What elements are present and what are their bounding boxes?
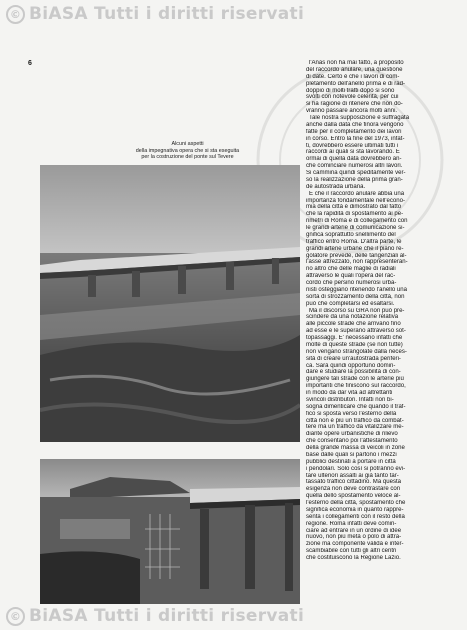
article-line: quella dello spostamento veloce al- xyxy=(306,493,401,500)
article-line: svincoli distributori. Infatti non bi- xyxy=(306,396,394,403)
article-line: alle piccole strade che arrivano fino xyxy=(306,321,401,328)
article-line: importanza fondamentale nell'econo- xyxy=(306,197,405,204)
article-line: importanti che finiscono sul raccordo, xyxy=(306,383,406,390)
article-line: mia della città è dimostrato dal fatto xyxy=(306,204,402,211)
article-line: base dalle quali si partono i mezzi xyxy=(306,451,397,458)
article-line: Si cammina quindi speditamente ver- xyxy=(306,170,406,176)
bridge-photo-top xyxy=(40,165,300,442)
article-line: ciare ad entrare in un ordine di idee xyxy=(306,527,402,534)
article-line: so la realizzazione della prima gran- xyxy=(306,176,403,183)
article-line: sità di creare un'autostrada periferi- xyxy=(306,355,401,362)
article-line: di date. Certo è che i lavori di com- xyxy=(306,73,400,80)
article-line: esigenza non deve contrastare con xyxy=(306,486,401,493)
article-line: l'Anas non ha mai fatto, a proposito xyxy=(309,60,404,66)
article-column xyxy=(306,60,434,562)
caption-line: per la costruzione del ponte sul Tevere xyxy=(141,154,234,161)
article-line: grandi arterie urbane che il piano re- xyxy=(306,245,404,252)
article-line: svolti con notevole celerità, per cui xyxy=(306,94,399,101)
caption-line: della impegnativa opera che si sta eseguita xyxy=(135,147,240,154)
photo-caption xyxy=(100,141,275,161)
article-line: anche dalla data che finora vengono xyxy=(306,121,404,128)
article-line: sogna dimenticare che quando il traf- xyxy=(306,403,406,410)
article-line: raccordi ai quali si sta lavorando. E xyxy=(306,149,400,156)
article-line: vranno passare ancora molti anni. xyxy=(306,108,398,115)
article-line: de autostrada urbana. xyxy=(306,183,366,190)
watermark-bottom xyxy=(0,602,467,630)
article-line: del raccordo anulare, una questione xyxy=(306,66,403,73)
copyright-icon: © xyxy=(6,607,25,626)
article-line: giungere tali strade con le arterie più xyxy=(306,376,404,383)
article-line: regione. Roma infatti deve comin- xyxy=(306,520,397,527)
article-line: gnifica soprattutto snellimento del xyxy=(306,231,396,238)
article-line: cordo che persino numerosi urba- xyxy=(306,280,397,286)
article-line: che consentano poi l'attestamento xyxy=(306,438,398,445)
article-line: pletamento dell'anello prima e di rad- xyxy=(306,80,405,87)
article-line: fico si sposta verso l'esterno della xyxy=(306,410,397,417)
page-number: 6 xyxy=(28,60,32,67)
article-line: della grande massa di veicoli in zone xyxy=(306,445,405,451)
article-line: no altro che delle maglie di radiali xyxy=(306,266,396,273)
caption-line: Alcuni aspetti xyxy=(171,141,204,147)
article-line: zione ma componente valida e inter- xyxy=(306,541,404,548)
watermark-top xyxy=(0,0,467,28)
article-line: tare ulteriori assalti ai già tanto tar- xyxy=(306,472,399,479)
article-line: che cominciare numerosi altri lavori. xyxy=(306,163,403,170)
article-line: le grandi arterie di comunicazione si- xyxy=(306,225,405,231)
article-line: i pendolari. Solo così si potranno evi- xyxy=(306,465,406,472)
article-line: nisti osteggiano ritenendo l'anello una xyxy=(306,286,408,293)
bridge-photo-bottom xyxy=(40,459,300,604)
copyright-icon: © xyxy=(6,5,25,24)
article-line: diante opere urbanistiche di rilievo xyxy=(306,431,398,438)
article-line: che costituiscono la Regione Lazio. xyxy=(306,555,401,561)
article-line: ca. Sarà quindi opportuno domin- xyxy=(306,362,396,369)
article-line: rimetri di Roma e di collegamento con xyxy=(306,218,408,225)
article-line: in corso. Entro la fine del 1973, infat- xyxy=(306,135,405,142)
article-line: scambiabile con tutti gli altri centri xyxy=(306,548,397,555)
article-line: si ha ragione di ritenere che non do- xyxy=(306,101,403,108)
article-line: che la rapidità di spostamento ai pe- xyxy=(306,211,404,218)
article-line: tere ma un traffico da vitalizzare me- xyxy=(306,424,404,431)
article-line: topassaggi. E' necessario infatti che xyxy=(306,335,403,341)
article-line: traffico entro Roma. D'altra parte, le xyxy=(306,238,402,245)
article-line: Ma il discorso su GRA non può pre- xyxy=(309,307,405,314)
article-line: fatte per il completamento dei lavori xyxy=(306,128,402,135)
article-line: può che completarsi ed esaltarsi. xyxy=(306,300,395,307)
watermark-text: BiASA Tutti i diritti riservati xyxy=(29,606,305,626)
article-line: pubblici destinati a portare in città xyxy=(306,458,396,465)
article-line: molte di queste strade (se non tutte) xyxy=(306,341,403,348)
article-line: golatore prevede, delle tangenziali al- xyxy=(306,252,407,259)
watermark-text: BiASA Tutti i diritti riservati xyxy=(29,4,305,24)
article-line: tassato traffico cittadino. Ma questa xyxy=(306,479,402,486)
article-line: significa economia in quanto rappre- xyxy=(306,506,404,513)
article-line: scindere da una notazione relativa xyxy=(306,314,399,321)
article-line: ormai di quella data dovrebbero an- xyxy=(306,156,402,163)
article-line: in modo da dar vita ad altrettanti xyxy=(306,390,393,396)
article-line: Tale nostra supposizione è suffragata xyxy=(309,115,410,121)
article-line: senta i collegamenti con il resto della xyxy=(306,513,405,520)
article-line: non vengano strangolate dalla neces- xyxy=(306,348,407,355)
article-line: ad esse e le superano attraverso sot- xyxy=(306,328,406,335)
article-line: nuovo, non più metà o polo di attra- xyxy=(306,534,402,541)
article-line: l'asse attrezzato, non rappresenteran- xyxy=(306,259,408,266)
article-line: sorta di strozzamento della città, non xyxy=(306,293,405,300)
article-line: ti, dovrebbero essere ultimati tutti i xyxy=(306,142,399,149)
article-line: l'esterno della città, spostamento che xyxy=(306,500,406,506)
article-line: E che il raccordo anulare abbia una xyxy=(309,190,405,197)
article-line: città non è più un traffico da combat- xyxy=(306,417,404,424)
article-line: doppio di molti tratti dopo si sono xyxy=(306,87,395,94)
article-line: dare e studiare la possibilità di con- xyxy=(306,369,401,376)
article-line: attraverso le quali l'opera del rac- xyxy=(306,273,396,280)
